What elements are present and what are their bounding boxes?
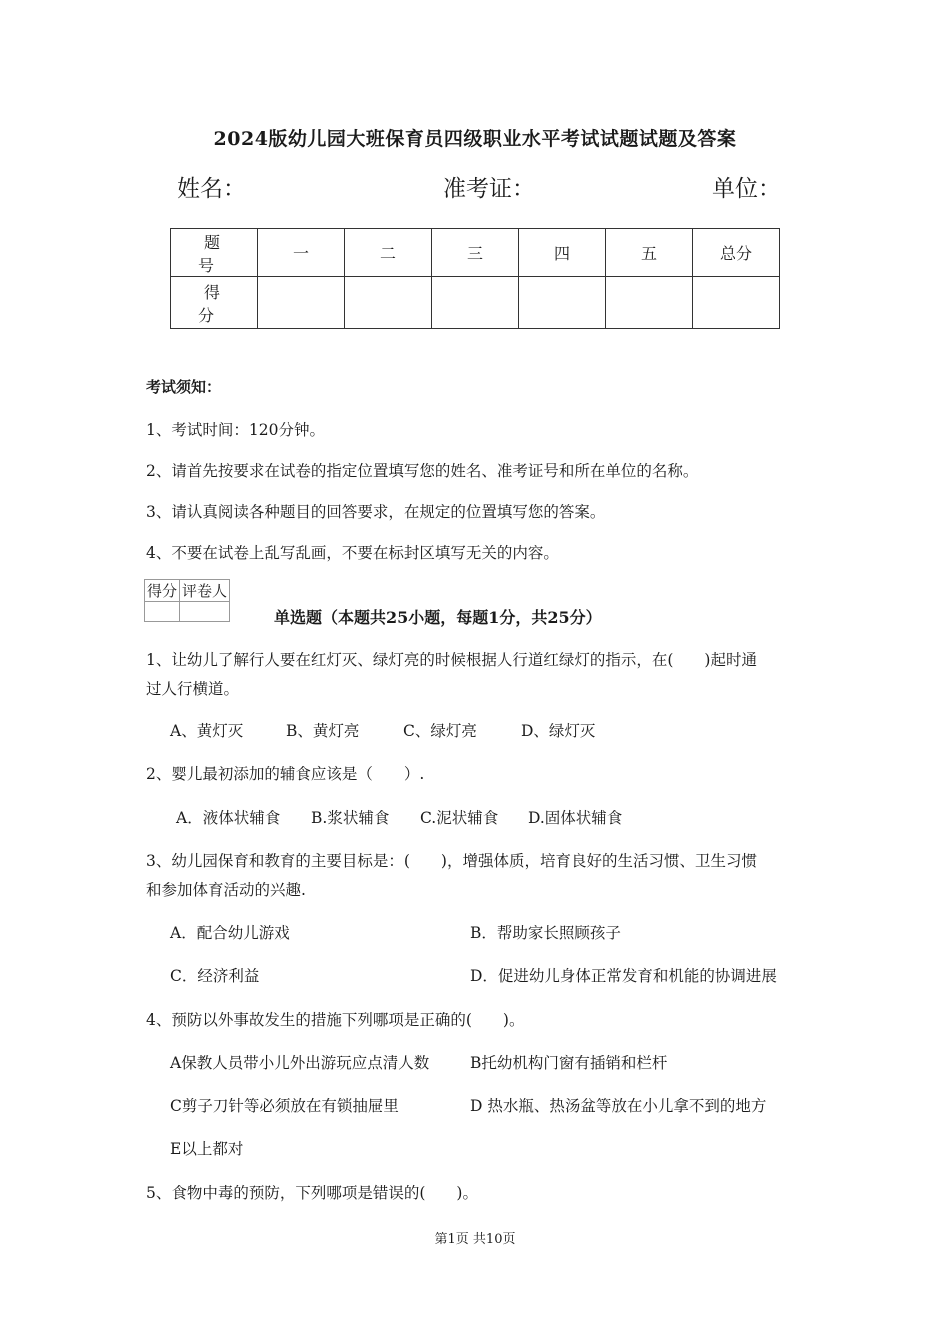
score-table [170, 228, 780, 329]
grader-score-label: 得分 [145, 580, 180, 602]
question-stem: 3、幼儿园保育和教育的主要目标是：( )，增强体质，培育良好的生活习惯、卫生习惯 [146, 852, 757, 870]
option-a: A、黄灯灭 [170, 722, 244, 740]
unit-label: 单位： [712, 176, 781, 202]
option-d: D 热水瓶、热汤盆等放在小儿拿不到的地方 [470, 1097, 767, 1115]
question-stem: 1、让幼儿了解行人要在红灯灭、绿灯亮的时候根据人行道红绿灯的指示，在( )起时通 [146, 651, 757, 669]
option-e: E以上都对 [170, 1140, 244, 1158]
notice-item: 1、考试时间：120分钟。 [146, 421, 325, 439]
question-number-label: 题 号 [171, 229, 258, 277]
question-stem: 2、婴儿最初添加的辅食应该是（ ）. [146, 765, 425, 783]
page-footer: 第1页 共10页 [434, 1232, 516, 1247]
notice-item: 4、不要在试卷上乱写乱画，不要在标封区填写无关的内容。 [146, 544, 559, 562]
score-col-1: 一 [258, 229, 345, 277]
notice-item: 3、请认真阅读各种题目的回答要求，在规定的位置填写您的答案。 [146, 503, 606, 521]
option-d: D、绿灯灭 [521, 722, 596, 740]
score-cell-total [693, 277, 780, 329]
question-stem: 过人行横道。 [146, 680, 240, 698]
grader-name-label: 评卷人 [180, 580, 230, 602]
notice-item: 2、请首先按要求在试卷的指定位置填写您的姓名、准考证号和所在单位的名称。 [146, 462, 699, 480]
score-table-header-row [171, 229, 780, 277]
score-col-4: 四 [519, 229, 606, 277]
notice-title: 考试须知： [146, 378, 222, 396]
score-cell-3 [432, 277, 519, 329]
option-d: D.固体状辅食 [528, 809, 623, 827]
section-title: 单选题（本题共25小题，每题1分，共25分） [274, 608, 602, 627]
score-label: 得 分 [171, 277, 258, 329]
option-c: C.泥状辅食 [420, 809, 499, 827]
option-b: B托幼机构门窗有插销和栏杆 [470, 1054, 668, 1072]
score-col-3: 三 [432, 229, 519, 277]
score-col-2: 二 [345, 229, 432, 277]
grader-name-cell [180, 602, 230, 622]
score-cell-2 [345, 277, 432, 329]
score-cell-1 [258, 277, 345, 329]
option-a: A．液体状辅食 [176, 809, 281, 827]
option-c: C．经济利益 [170, 967, 260, 985]
name-label: 姓名： [177, 176, 246, 202]
score-table-score-row [171, 277, 780, 329]
score-col-total: 总分 [693, 229, 780, 277]
question-stem: 和参加体育活动的兴趣. [146, 881, 306, 899]
score-cell-5 [606, 277, 693, 329]
option-b: B、黄灯亮 [286, 722, 360, 740]
option-a: A保教人员带小儿外出游玩应点清人数 [170, 1054, 430, 1072]
option-c: C、绿灯亮 [403, 722, 477, 740]
score-cell-4 [519, 277, 606, 329]
option-a: A．配合幼儿游戏 [170, 924, 290, 942]
question-stem: 5、食物中毒的预防，下列哪项是错误的( )。 [146, 1184, 478, 1202]
option-d: D．促进幼儿身体正常发育和机能的协调进展 [470, 967, 777, 985]
option-b: B.浆状辅食 [311, 809, 390, 827]
option-c: C剪子刀针等必须放在有锁抽屉里 [170, 1097, 399, 1115]
grader-score-cell [145, 602, 180, 622]
option-b: B．帮助家长照顾孩子 [470, 924, 621, 942]
grader-box [144, 579, 230, 622]
exam-id-label: 准考证： [443, 176, 535, 202]
question-stem: 4、预防以外事故发生的措施下列哪项是正确的( )。 [146, 1011, 525, 1029]
document-title: 2024版幼儿园大班保育员四级职业水平考试试题试题及答案 [213, 128, 737, 150]
score-col-5: 五 [606, 229, 693, 277]
